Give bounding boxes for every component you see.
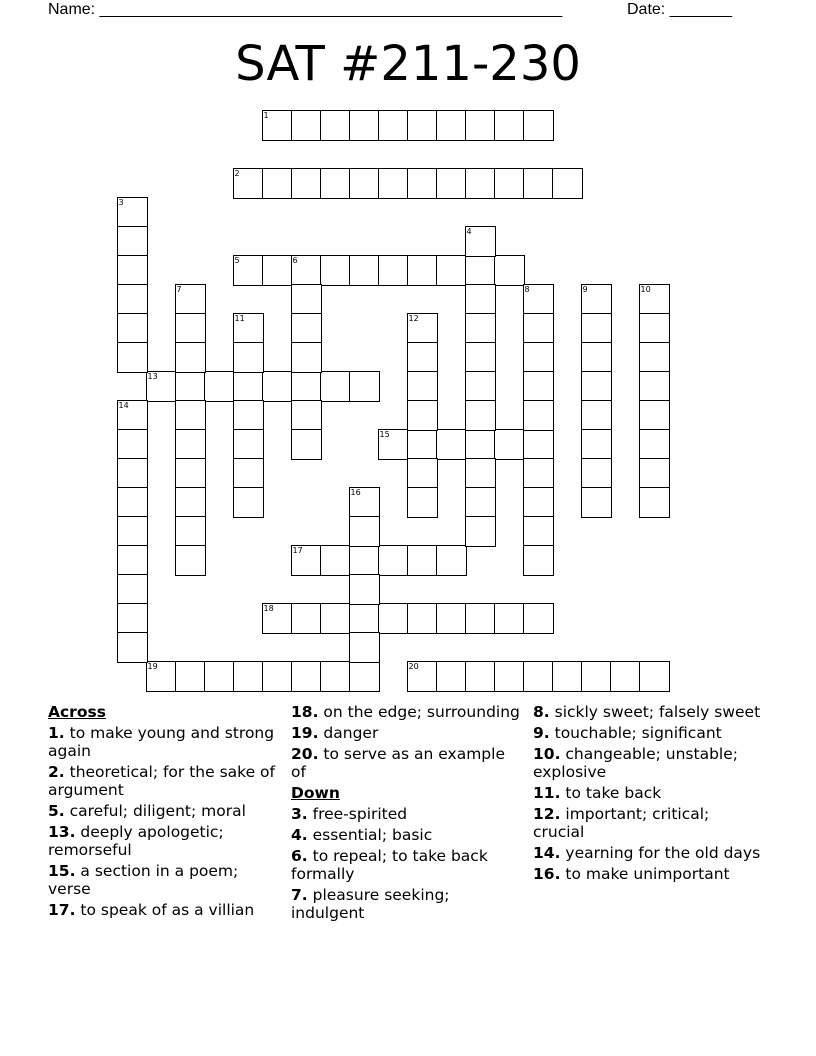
- clue-item-text: to make young and strong again: [48, 724, 275, 760]
- clue-item-text: deeply apologetic; remorseful: [48, 823, 224, 859]
- clue-item: [291, 886, 523, 922]
- crossword-cell[interactable]: [465, 400, 496, 431]
- name-field-label: Name: ____________________________________________________: [48, 1, 563, 18]
- clue-number: 9: [582, 284, 588, 294]
- crossword-cell[interactable]: [349, 110, 380, 141]
- crossword-cell[interactable]: [465, 516, 496, 547]
- clue-number: 1: [263, 110, 269, 120]
- clue-item-text: on the edge; surrounding: [323, 703, 520, 721]
- crossword-cell[interactable]: [523, 487, 554, 518]
- crossword-cell[interactable]: [465, 371, 496, 402]
- clue-item: [533, 844, 765, 862]
- crossword-cell[interactable]: [233, 168, 264, 199]
- page-title: SAT #211-230: [235, 36, 581, 92]
- crossword-cell[interactable]: [581, 284, 612, 315]
- crossword-cell[interactable]: [320, 168, 351, 199]
- clue-number: 10: [640, 284, 651, 294]
- crossword-cell[interactable]: [494, 603, 525, 634]
- clue-item-text: a section in a poem; verse: [48, 862, 239, 898]
- crossword-cell[interactable]: [639, 313, 670, 344]
- crossword-cell[interactable]: [581, 400, 612, 431]
- crossword-cell[interactable]: [349, 255, 380, 286]
- clue-number: 20: [408, 661, 419, 671]
- crossword-cell[interactable]: [262, 371, 293, 402]
- crossword-cell[interactable]: [581, 342, 612, 373]
- clue-item: [533, 703, 765, 721]
- crossword-cell[interactable]: [117, 197, 148, 228]
- clue-item-text: careful; diligent; moral: [69, 802, 246, 820]
- clue-item-number: 1.: [48, 724, 65, 742]
- crossword-cell[interactable]: [291, 342, 322, 373]
- clue-number: 18: [263, 603, 274, 613]
- crossword-cell[interactable]: [233, 255, 264, 286]
- crossword-cell[interactable]: [146, 371, 177, 402]
- crossword-cell[interactable]: [494, 661, 525, 692]
- crossword-cell[interactable]: [378, 168, 409, 199]
- crossword-cell[interactable]: [262, 603, 293, 634]
- crossword-cell[interactable]: [581, 487, 612, 518]
- crossword-cell[interactable]: [378, 110, 409, 141]
- clue-number: 6: [292, 255, 298, 265]
- crossword-cell[interactable]: [233, 400, 264, 431]
- crossword-cell[interactable]: [378, 545, 409, 576]
- crossword-cell[interactable]: [639, 284, 670, 315]
- crossword-cell[interactable]: [117, 487, 148, 518]
- crossword-cell[interactable]: [581, 429, 612, 460]
- crossword-cell[interactable]: [407, 429, 438, 460]
- clue-item-number: 17.: [48, 901, 76, 919]
- crossword-cell[interactable]: [175, 371, 206, 402]
- crossword-cell[interactable]: [523, 342, 554, 373]
- clue-item-text: touchable; significant: [554, 724, 722, 742]
- clue-item-number: 10.: [533, 745, 561, 763]
- clue-item: [291, 847, 523, 883]
- clue-number: 11: [234, 313, 245, 323]
- crossword-cell[interactable]: [320, 603, 351, 634]
- crossword-cell[interactable]: [523, 516, 554, 547]
- crossword-cell[interactable]: [581, 661, 612, 692]
- clue-item: [291, 805, 523, 823]
- crossword-cell[interactable]: [117, 516, 148, 547]
- clue-item-number: 4.: [291, 826, 308, 844]
- crossword-cell[interactable]: [349, 487, 380, 518]
- crossword-cell[interactable]: [465, 168, 496, 199]
- crossword-cell[interactable]: [407, 487, 438, 518]
- crossword-cell[interactable]: [523, 284, 554, 315]
- clue-item-text: to repeal; to take back formally: [291, 847, 488, 883]
- clue-number: 5: [234, 255, 240, 265]
- clue-item: [48, 823, 280, 859]
- clue-number: 2: [234, 168, 240, 178]
- clue-item: [48, 763, 280, 799]
- clue-item: [533, 805, 765, 841]
- crossword-cell[interactable]: [407, 110, 438, 141]
- crossword-cell[interactable]: [146, 661, 177, 692]
- clue-item-text: essential; basic: [312, 826, 433, 844]
- crossword-cell[interactable]: [523, 661, 554, 692]
- crossword-cell[interactable]: [291, 371, 322, 402]
- crossword-cell[interactable]: [117, 313, 148, 344]
- clue-number: 14: [118, 400, 129, 410]
- clue-item-number: 5.: [48, 802, 65, 820]
- crossword-cell[interactable]: [349, 632, 380, 663]
- crossword-cell[interactable]: [349, 574, 380, 605]
- clues-column-3: [533, 703, 765, 886]
- crossword-cell[interactable]: [523, 371, 554, 402]
- crossword-cell[interactable]: [494, 110, 525, 141]
- crossword-cell[interactable]: [639, 661, 670, 692]
- crossword-cell[interactable]: [117, 429, 148, 460]
- crossword-cell[interactable]: [552, 168, 583, 199]
- crossword-cell[interactable]: [117, 284, 148, 315]
- clue-section-heading: Across: [48, 703, 106, 721]
- clue-number: 7: [176, 284, 182, 294]
- clue-number: 8: [524, 284, 530, 294]
- crossword-cell[interactable]: [523, 545, 554, 576]
- crossword-cell[interactable]: [233, 342, 264, 373]
- crossword-cell[interactable]: [175, 342, 206, 373]
- crossword-cell[interactable]: [639, 429, 670, 460]
- crossword-cell[interactable]: [523, 603, 554, 634]
- clue-item: [533, 724, 765, 742]
- crossword-cell[interactable]: [407, 255, 438, 286]
- crossword-cell[interactable]: [175, 458, 206, 489]
- clue-number: 15: [379, 429, 390, 439]
- crossword-cell[interactable]: [523, 458, 554, 489]
- crossword-cell[interactable]: [581, 371, 612, 402]
- crossword-cell[interactable]: [494, 168, 525, 199]
- crossword-cell[interactable]: [378, 255, 409, 286]
- crossword-cell[interactable]: [639, 342, 670, 373]
- crossword-cell[interactable]: [175, 400, 206, 431]
- crossword-cell[interactable]: [436, 603, 467, 634]
- clue-item: [291, 724, 523, 742]
- clue-number: 3: [118, 197, 124, 207]
- clue-item: [48, 862, 280, 898]
- crossword-cell[interactable]: [175, 313, 206, 344]
- crossword-cell[interactable]: [494, 255, 525, 286]
- crossword-cell[interactable]: [204, 371, 235, 402]
- crossword-cell[interactable]: [465, 458, 496, 489]
- crossword-cell[interactable]: [233, 487, 264, 518]
- crossword-cell[interactable]: [291, 284, 322, 315]
- crossword-cell[interactable]: [262, 168, 293, 199]
- crossword-cell[interactable]: [175, 661, 206, 692]
- crossword-cell[interactable]: [291, 110, 322, 141]
- crossword-cell[interactable]: [291, 313, 322, 344]
- clue-item-text: to take back: [565, 784, 662, 802]
- clue-item: [48, 802, 280, 820]
- clue-item-number: 14.: [533, 844, 561, 862]
- clue-item-text: pleasure seeking; indulgent: [291, 886, 450, 922]
- crossword-cell[interactable]: [523, 313, 554, 344]
- crossword-cell[interactable]: [465, 313, 496, 344]
- crossword-cell[interactable]: [639, 371, 670, 402]
- crossword-cell[interactable]: [320, 255, 351, 286]
- clue-item-text: yearning for the old days: [565, 844, 761, 862]
- clue-number: 17: [292, 545, 303, 555]
- crossword-cell[interactable]: [262, 661, 293, 692]
- crossword-cell[interactable]: [407, 342, 438, 373]
- clue-item-number: 7.: [291, 886, 308, 904]
- clue-item-text: important; critical; crucial: [533, 805, 710, 841]
- crossword-cell[interactable]: [465, 661, 496, 692]
- crossword-cell[interactable]: [233, 458, 264, 489]
- crossword-cell[interactable]: [465, 342, 496, 373]
- crossword-cell[interactable]: [291, 168, 322, 199]
- clue-item: [533, 784, 765, 802]
- crossword-cell[interactable]: [175, 487, 206, 518]
- crossword-cell[interactable]: [378, 429, 409, 460]
- crossword-cell[interactable]: [204, 661, 235, 692]
- clue-item-number: 18.: [291, 703, 319, 721]
- crossword-cell[interactable]: [581, 458, 612, 489]
- clue-item: [291, 826, 523, 844]
- clue-item-number: 11.: [533, 784, 561, 802]
- crossword-cell[interactable]: [523, 400, 554, 431]
- crossword-cell[interactable]: [117, 603, 148, 634]
- date-field-label: Date: _______: [627, 1, 732, 18]
- clue-item-text: changeable; unstable; explosive: [533, 745, 738, 781]
- crossword-cell[interactable]: [436, 168, 467, 199]
- crossword-cell[interactable]: [552, 661, 583, 692]
- crossword-cell[interactable]: [349, 516, 380, 547]
- crossword-cell[interactable]: [117, 400, 148, 431]
- crossword-cell[interactable]: [291, 661, 322, 692]
- crossword-cell[interactable]: [407, 400, 438, 431]
- clue-number: 16: [350, 487, 361, 497]
- clue-item-number: 6.: [291, 847, 308, 865]
- clue-item-text: to make unimportant: [565, 865, 730, 883]
- clue-item-number: 19.: [291, 724, 319, 742]
- crossword-cell[interactable]: [349, 371, 380, 402]
- crossword-cell[interactable]: [291, 603, 322, 634]
- crossword-cell[interactable]: [262, 110, 293, 141]
- crossword-cell[interactable]: [465, 255, 496, 286]
- crossword-cell[interactable]: [436, 110, 467, 141]
- clue-item-text: sickly sweet; falsely sweet: [554, 703, 761, 721]
- crossword-cell[interactable]: [349, 603, 380, 634]
- clue-item: [291, 703, 523, 721]
- crossword-cell[interactable]: [407, 458, 438, 489]
- crossword-cell[interactable]: [233, 661, 264, 692]
- crossword-cell[interactable]: [639, 487, 670, 518]
- clue-number: 12: [408, 313, 419, 323]
- crossword-cell[interactable]: [117, 632, 148, 663]
- clue-item-number: 8.: [533, 703, 550, 721]
- clue-item: [48, 901, 280, 919]
- crossword-cell[interactable]: [117, 574, 148, 605]
- crossword-cell[interactable]: [407, 661, 438, 692]
- clue-item: [48, 724, 280, 760]
- crossword-cell[interactable]: [465, 284, 496, 315]
- clue-section-heading: Down: [291, 784, 340, 802]
- crossword-cell[interactable]: [465, 226, 496, 257]
- crossword-cell[interactable]: [175, 429, 206, 460]
- clues-column-2: [291, 703, 523, 925]
- clue-item-number: 13.: [48, 823, 76, 841]
- crossword-cell[interactable]: [175, 545, 206, 576]
- crossword-cell[interactable]: [291, 255, 322, 286]
- crossword-cell[interactable]: [407, 371, 438, 402]
- crossword-cell[interactable]: [610, 661, 641, 692]
- crossword-cell[interactable]: [320, 661, 351, 692]
- crossword-cell[interactable]: [494, 429, 525, 460]
- crossword-cell[interactable]: [291, 545, 322, 576]
- clue-number: 19: [147, 661, 158, 671]
- crossword-cell[interactable]: [320, 110, 351, 141]
- clue-item-number: 12.: [533, 805, 561, 823]
- crossword-cell[interactable]: [639, 400, 670, 431]
- clue-item-number: 3.: [291, 805, 308, 823]
- crossword-cell[interactable]: [233, 371, 264, 402]
- clue-number: 13: [147, 371, 158, 381]
- crossword-cell[interactable]: [407, 603, 438, 634]
- clue-item-text: to speak of as a villian: [80, 901, 255, 919]
- clue-item-number: 2.: [48, 763, 65, 781]
- crossword-cell[interactable]: [233, 313, 264, 344]
- crossword-cell[interactable]: [117, 255, 148, 286]
- crossword-cell[interactable]: [175, 516, 206, 547]
- crossword-cell[interactable]: [262, 255, 293, 286]
- clues-column-1: [48, 703, 280, 922]
- crossword-cell[interactable]: [117, 545, 148, 576]
- crossword-cell[interactable]: [117, 226, 148, 257]
- crossword-cell[interactable]: [436, 661, 467, 692]
- clue-item-text: free-spirited: [312, 805, 408, 823]
- crossword-cell[interactable]: [436, 545, 467, 576]
- crossword-cell[interactable]: [349, 545, 380, 576]
- clue-item: [291, 745, 523, 781]
- crossword-cell[interactable]: [523, 110, 554, 141]
- crossword-cell[interactable]: [175, 284, 206, 315]
- clue-item: [533, 865, 765, 883]
- clue-item-text: to serve as an example of: [291, 745, 505, 781]
- crossword-cell[interactable]: [465, 110, 496, 141]
- clue-item-text: theoretical; for the sake of argument: [48, 763, 275, 799]
- crossword-cell[interactable]: [349, 168, 380, 199]
- crossword-cell[interactable]: [233, 429, 264, 460]
- crossword-cell[interactable]: [465, 429, 496, 460]
- crossword-cell[interactable]: [581, 313, 612, 344]
- clue-number: 4: [466, 226, 472, 236]
- crossword-cell[interactable]: [117, 342, 148, 373]
- crossword-cell[interactable]: [378, 603, 409, 634]
- crossword-cell[interactable]: [320, 371, 351, 402]
- crossword-cell[interactable]: [523, 429, 554, 460]
- clue-item-number: 20.: [291, 745, 319, 763]
- clue-item-number: 15.: [48, 862, 76, 880]
- crossword-cell[interactable]: [465, 487, 496, 518]
- clue-item-number: 16.: [533, 865, 561, 883]
- crossword-cell[interactable]: [291, 429, 322, 460]
- crossword-cell[interactable]: [407, 313, 438, 344]
- crossword-cell[interactable]: [465, 603, 496, 634]
- crossword-cell[interactable]: [291, 400, 322, 431]
- clue-item-text: danger: [323, 724, 379, 742]
- clue-item-number: 9.: [533, 724, 550, 742]
- crossword-cell[interactable]: [523, 168, 554, 199]
- crossword-cell[interactable]: [349, 661, 380, 692]
- crossword-cell[interactable]: [117, 458, 148, 489]
- crossword-cell[interactable]: [436, 429, 467, 460]
- crossword-cell[interactable]: [320, 545, 351, 576]
- crossword-cell[interactable]: [436, 255, 467, 286]
- clue-item: [533, 745, 765, 781]
- crossword-cell[interactable]: [407, 545, 438, 576]
- crossword-cell[interactable]: [407, 168, 438, 199]
- crossword-cell[interactable]: [639, 458, 670, 489]
